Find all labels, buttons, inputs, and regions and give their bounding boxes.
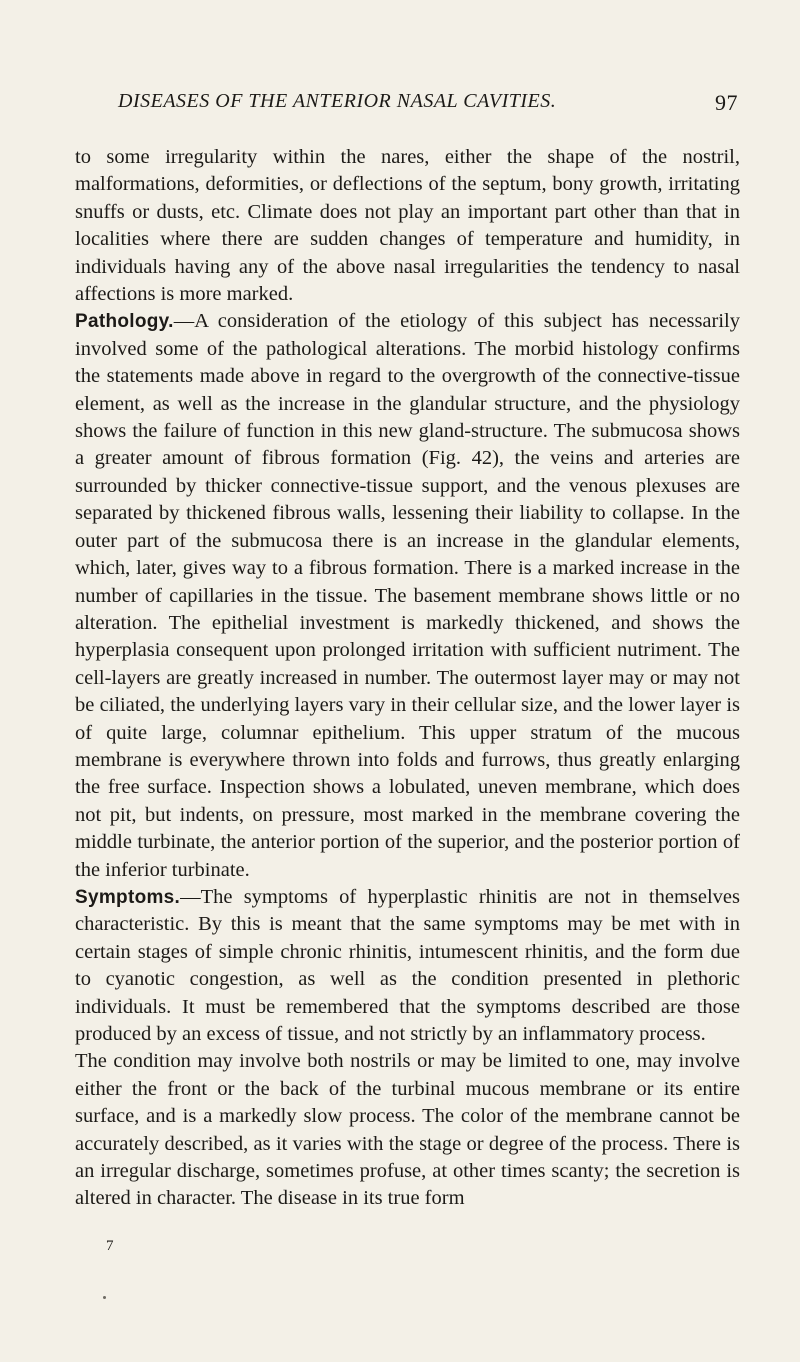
paragraph-text: —A consideration of the etiology of this subject has necessarily involved some of the pathological alterations. The morbid histology confirms the statements made above in regard to the overgrowth of the connective-tissue element, as well as the increase in the glandular structure, and the physiology shows the failure of function in this new gland-structure. The submucosa shows a greater amount of fibrous formation (Fig. 42), the veins and arteries are surrounded by thicker connective-tissue support, and the venous plexuses are separated by thickened fibrous walls, lessening their liability to collapse. In the outer part of the submucosa there is an increase in the glandular elements, which, later, gives way to a fibrous formation. There is a marked increase in the number of capillaries in the tissue. The basement membrane shows little or no alteration. The epithelial investment is markedly thickened, and shows the hyperplasia consequent upon prolonged irritation with sufficient nutriment. The cell-layers are greatly increased in number. The outermost layer may or may not be ciliated, the underlying layers vary in their cellular size, and the lower layer is of quite large, columnar epithelium. This upper stratum of the mucous membrane is everywhere thrown into folds and furrows, thus greatly enlarging the free surface. Inspection shows a lobulated, uneven membrane, which does not pit, but indents, on pressure, most marked in the membrane covering the middle turbinate, the anterior portion of the superior, and the posterior portion of the inferior turbinate. xyxy=(75,310,740,881)
paragraph-symptoms xyxy=(75,884,740,1048)
paragraph-pathology xyxy=(75,308,740,884)
paper-speck xyxy=(103,1296,106,1299)
body-text xyxy=(75,144,740,1213)
paragraph-text: The condition may involve both nostrils or may be limited to one, may involve either the front or the back of the turbinal mucous membrane or its entire surface, and is a markedly slow process. The color of the membrane cannot be accurately described, as it varies with the stage or degree of the process. There is an irregular discharge, sometimes profuse, at other times scanty; the secretion is altered in character. The disease in its true form xyxy=(75,1050,740,1210)
paragraph-text: —The symptoms of hyperplastic rhinitis are not in themselves characteristic. By this is meant that the same symptoms may be met with in certain stages of simple chronic rhinitis, intumescent rhinitis, and the form due to cyanotic congestion, as well as the condition presented in plethoric individuals. It must be remembered that the symptoms described are those produced by an excess of tissue, and not strictly by an inflammatory process. xyxy=(75,885,740,1045)
running-head xyxy=(118,90,738,120)
signature-mark: 7 xyxy=(106,1238,114,1254)
pathology-heading: Pathology. xyxy=(75,311,174,333)
paragraph-etiology-continued xyxy=(75,144,740,308)
page-number: 97 xyxy=(715,90,738,115)
symptoms-heading: Symptoms. xyxy=(75,886,181,908)
paragraph-condition xyxy=(75,1048,740,1212)
paragraph-text: to some irregularity within the nares, either the shape of the nostril, malformations, deformities, or deflections of the septum, bony growth, irritating snuffs or dusts, etc. Climate does not play an important part other than that in localities where there are sudden changes of temperature and humidity, in individuals having any of the above nasal irregularities the tendency to nasal affections is more marked. xyxy=(75,146,740,306)
running-head-title: DISEASES OF THE ANTERIOR NASAL CAVITIES. xyxy=(118,90,557,112)
